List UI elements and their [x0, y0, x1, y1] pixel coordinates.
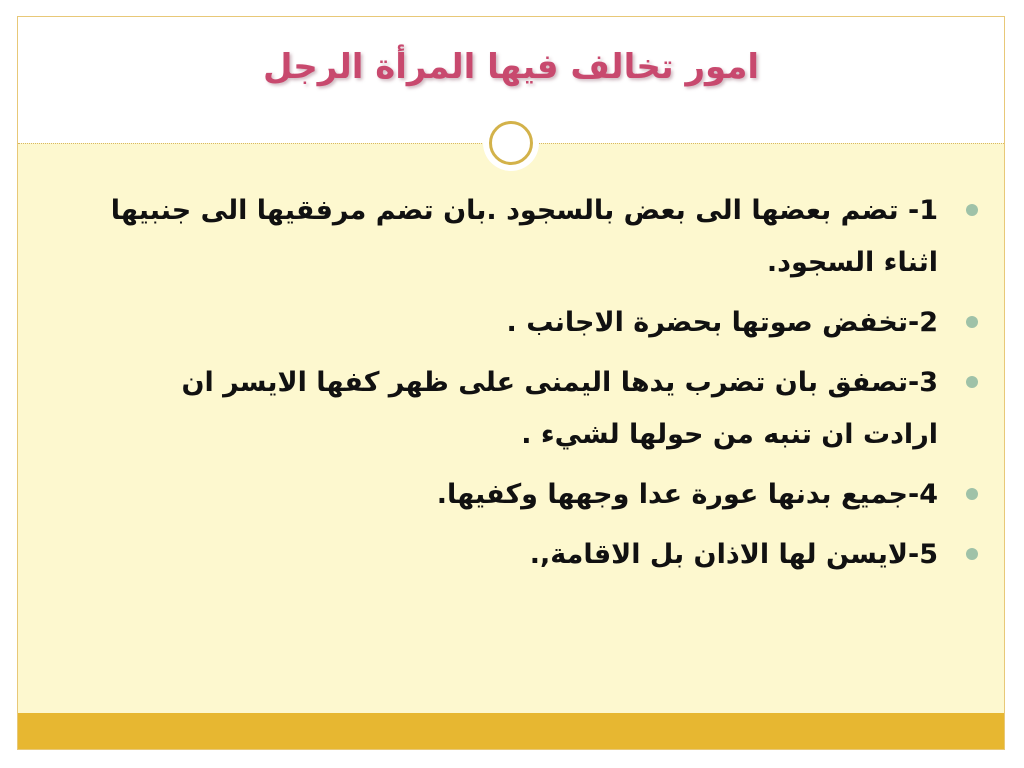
- list-item: [98, 529, 978, 581]
- bullet-dot-icon: [966, 376, 978, 388]
- list-item: [98, 357, 978, 461]
- slide-title: امور تخالف فيها المرأة الرجل: [262, 47, 760, 87]
- circle-ornament-icon: [483, 115, 539, 171]
- bullet-dot-icon: [966, 488, 978, 500]
- list-item-text: 4-جميع بدنها عورة عدا وجهها وكفيها.: [436, 479, 938, 510]
- bullet-dot-icon: [966, 548, 978, 560]
- list-item: [98, 469, 978, 521]
- list-item: [98, 185, 978, 289]
- list-item-text: 1- تضم بعضها الى بعض بالسجود .بان تضم مرفقيها الى جنبيها اثناء السجود.: [110, 195, 938, 278]
- footer-bar: [18, 713, 1004, 749]
- bullet-list: [98, 185, 978, 589]
- bullet-dot-icon: [966, 204, 978, 216]
- list-item: [98, 297, 978, 349]
- slide: [17, 16, 1005, 750]
- list-item-text: 3-تصفق بان تضرب يدها اليمنى على ظهر كفها الايسر ان ارادت ان تنبه من حولها لشيء .: [181, 367, 938, 450]
- list-item-text: 5-لايسن لها الاذان بل الاقامة,.: [529, 539, 938, 570]
- list-item-text: 2-تخفض صوتها بحضرة الاجانب .: [506, 307, 938, 338]
- ornament-ring: [489, 121, 533, 165]
- bullet-dot-icon: [966, 316, 978, 328]
